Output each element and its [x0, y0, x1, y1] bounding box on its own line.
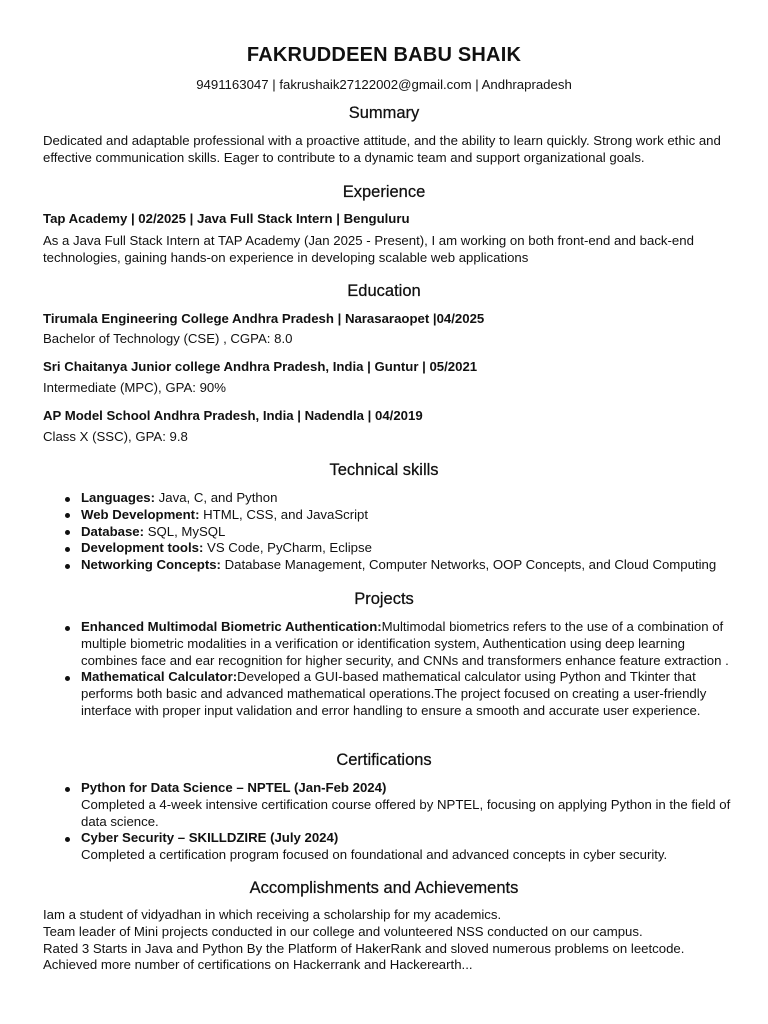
- skill-value: Database Management, Computer Networks, OOP Concepts, and Cloud Computing: [220, 557, 717, 573]
- skill-value: HTML, CSS, and JavaScript: [199, 506, 369, 522]
- certification-description: Completed a 4-week intensive certification course offered by NPTEL, focusing on applying Python in the field of data science.: [81, 796, 731, 829]
- skill-value: Java, C, and Python: [155, 490, 278, 505]
- certification-title: Python for Data Science – NPTEL (Jan-Feb 2024): [81, 780, 387, 795]
- project-title: Mathematical Calculator:: [81, 669, 238, 685]
- skill-value: VS Code, PyCharm, Eclipse: [203, 540, 372, 556]
- skill-item: [43, 557, 733, 574]
- skill-label: Languages:: [81, 490, 156, 505]
- skill-item: [43, 507, 733, 524]
- skill-label: Web Development:: [81, 506, 200, 522]
- skills-heading: Technical skills: [329, 461, 439, 479]
- education-item-title: AP Model School Andhra Pradesh, India | Nadendla | 04/2019: [43, 408, 423, 423]
- education-item-detail: Class X (SSC), GPA: 9.8: [43, 429, 188, 444]
- certification-item: [43, 780, 733, 830]
- projects-list: [43, 619, 733, 720]
- summary-heading: Summary: [348, 104, 420, 122]
- project-item: [43, 619, 733, 669]
- contact-line: 9491163047 | fakrushaik27122002@gmail.com | Andhrapradesh: [196, 77, 572, 92]
- certification-title: Cyber Security – SKILLDZIRE (July 2024): [81, 830, 339, 846]
- certifications-heading: Certifications: [336, 751, 432, 769]
- project-description: Multimodal biometrics refers to the use of a combination of multiple biometric modalities in a verification or identification system, Authentication using deep learning combines face and ear recognition for higher security, and CNNs and transformers enhance feature extraction .: [81, 619, 729, 668]
- skill-value: SQL, MySQL: [144, 523, 226, 539]
- project-item: [43, 669, 733, 719]
- accomplishments-heading: Accomplishments and Achievements: [249, 879, 519, 897]
- project-description: Developed a GUI-based mathematical calculator using Python and Tkinter that performs both basic and advanced mathematical operations.The project focused on creating a user-friendly interface with proper input validation and error handling to ensure a smooth and accurate user experience.: [81, 669, 707, 718]
- accomplishments-list: [43, 907, 733, 974]
- summary-text: Dedicated and adaptable professional with a proactive attitude, and the ability to learn quickly. Strong work ethic and effective communication skills. Eager to contribute to a dynamic team and support organizational goals.: [43, 133, 721, 165]
- skill-label: Networking Concepts:: [81, 557, 221, 573]
- skill-item: [43, 524, 733, 541]
- experience-item-text: As a Java Full Stack Intern at TAP Academy (Jan 2025 - Present), I am working on both front-end and back-end technologies, gaining hands-on experience in developing scalable web applications: [43, 233, 694, 265]
- candidate-name: FAKRUDDEEN BABU SHAIK: [246, 44, 522, 66]
- certifications-list: [43, 780, 733, 864]
- skill-label: Database:: [81, 523, 145, 539]
- certification-description: Completed a certification program focused on foundational and advanced concepts in cyber security.: [81, 847, 668, 863]
- experience-heading: Experience: [342, 183, 426, 201]
- accomplishment-line: Team leader of Mini projects conducted in our college and volunteered NSS conducted on our campus.: [43, 923, 643, 939]
- skill-label: Development tools:: [81, 540, 204, 556]
- education-item-title: Sri Chaitanya Junior college Andhra Pradesh, India | Guntur | 05/2021: [43, 359, 478, 374]
- skills-list: [43, 490, 733, 574]
- accomplishment-line: Iam a student of vidyadhan in which receiving a scholarship for my academics.: [43, 907, 502, 922]
- certification-item: [43, 830, 733, 864]
- accomplishment-line: Achieved more number of certifications on Hackerrank and Hackerearth...: [43, 957, 473, 973]
- experience-item-title: Tap Academy | 02/2025 | Java Full Stack Intern | Benguluru: [43, 211, 410, 226]
- skill-item: [43, 540, 733, 557]
- project-title: Enhanced Multimodal Biometric Authentication:: [81, 619, 382, 634]
- education-item-detail: Intermediate (MPC), GPA: 90%: [43, 380, 226, 395]
- education-item-detail: Bachelor of Technology (CSE) , CGPA: 8.0: [43, 331, 293, 346]
- accomplishment-line: Rated 3 Starts in Java and Python By the Platform of HakerRank and sloved numerous problems on leetcode.: [43, 940, 685, 956]
- education-item-title: Tirumala Engineering College Andhra Pradesh | Narasaraopet |04/2025: [43, 311, 485, 326]
- skill-item: [43, 490, 733, 507]
- projects-heading: Projects: [354, 590, 414, 608]
- education-heading: Education: [347, 282, 421, 300]
